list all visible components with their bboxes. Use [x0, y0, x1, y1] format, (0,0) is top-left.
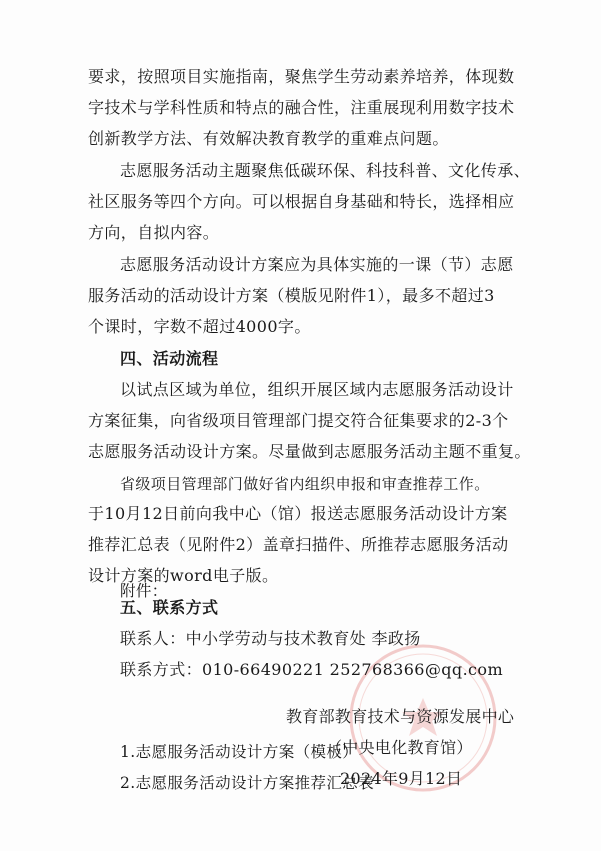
- para2-line1: 志愿服务活动主题聚焦低碳环保、科技科普、文化传承、: [120, 161, 531, 180]
- para3-line2: 服务活动的活动设计方案（模版见附件1），最多不超过3: [88, 286, 495, 305]
- para4-line3: 志愿服务活动设计方案。尽量做到志愿服务活动主题不重复。: [88, 442, 531, 461]
- para4-line1: 以试点区域为单位，组织开展区域内志愿服务活动设计: [120, 380, 514, 399]
- para1-line1: 要求，按照项目实施指南，聚焦学生劳动素养培养，体现数: [88, 67, 515, 86]
- para3-line3: 个课时，字数不超过4000字。: [88, 317, 311, 336]
- attachments-label: 附件：: [120, 582, 168, 600]
- para3-line1: 志愿服务活动设计方案应为具体实施的一课（节）志愿: [120, 255, 514, 274]
- attachment-item-1: 1.志愿服务活动设计方案（模板）: [120, 743, 359, 761]
- para1-line2: 字技术与学科性质和特点的融合性，注重展现利用数字技术: [88, 98, 515, 117]
- signature-org-alt: （中央电化教育馆）: [326, 738, 473, 757]
- section-heading-activity-flow: 四、活动流程: [120, 349, 219, 368]
- para1-line3: 创新教学方法、有效解决教育教学的重难点问题。: [88, 129, 449, 148]
- contact-person: 联系人：中小学劳动与技术教育处 李政扬: [120, 629, 421, 648]
- contact-info: 联系方式：010-66490221 252768366@qq.com: [120, 660, 504, 679]
- para5-line2: 于10月12日前向我中心（馆）报送志愿服务活动设计方案: [88, 504, 508, 523]
- attachment-item-2: 2.志愿服务活动设计方案推荐汇总表: [120, 774, 375, 792]
- para5-line3: 推荐汇总表（见附件2）盖章扫描件、所推荐志愿服务活动: [88, 535, 509, 554]
- para2-line2: 社区服务等四个方向。可以根据自身基础和特长，选择相应: [88, 192, 515, 211]
- signature-date: 2024年9月12日: [340, 769, 463, 788]
- section-heading-contact: 五、联系方式: [120, 598, 219, 617]
- para5-line4: 设计方案的word电子版。: [88, 566, 279, 585]
- para5-line1: 省级项目管理部门做好省内组织申报和审查推荐工作。: [120, 475, 490, 493]
- para4-line2: 方案征集，向省级项目管理部门提交符合征集要求的2-3个: [88, 411, 509, 430]
- signature-org: 教育部教育技术与资源发展中心: [286, 707, 515, 726]
- para2-line3: 方向，自拟内容。: [88, 223, 220, 242]
